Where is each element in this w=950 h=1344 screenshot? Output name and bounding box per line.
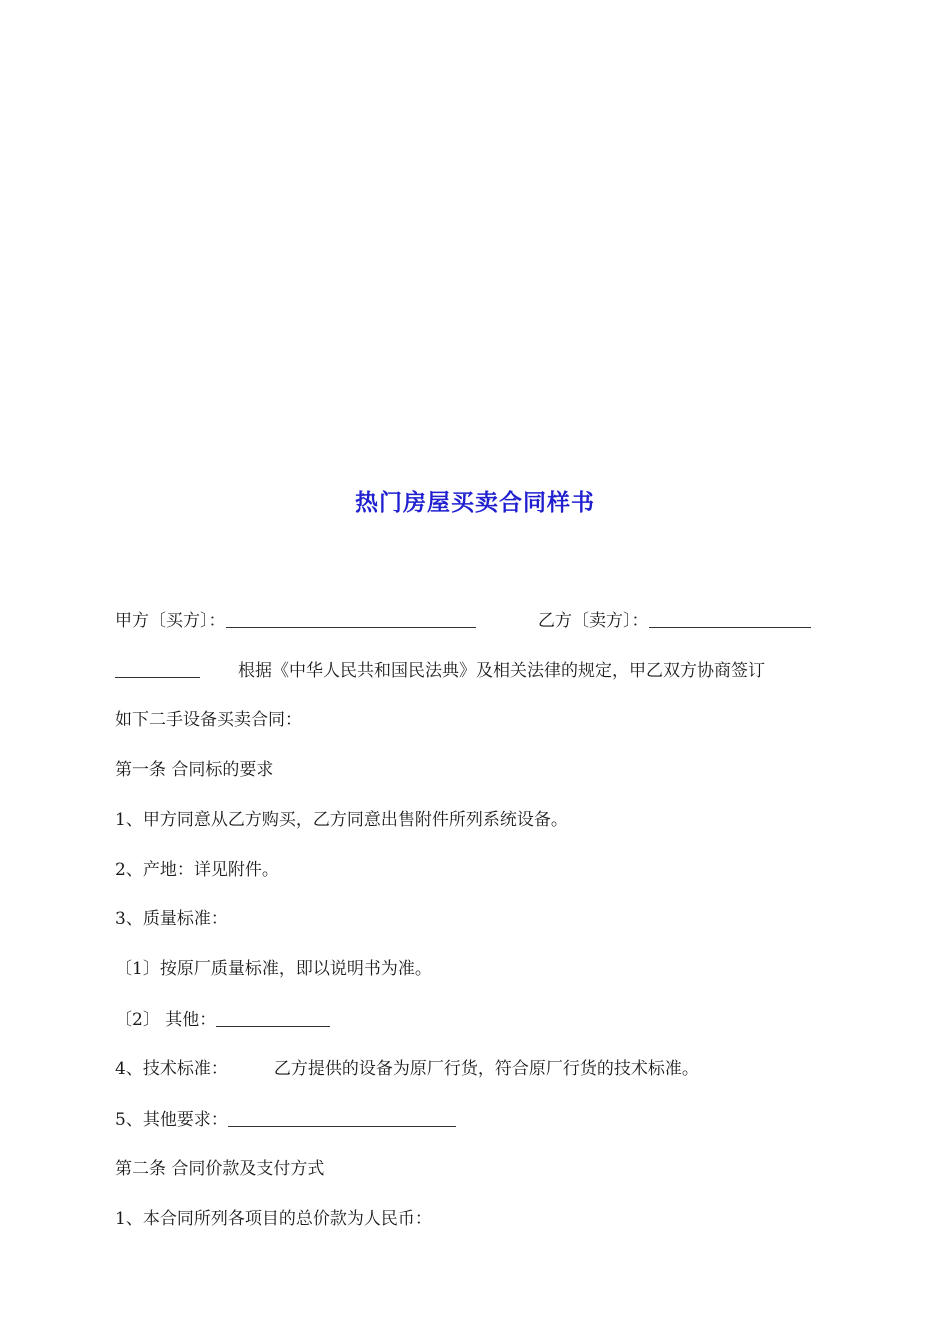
- party-a-label: 甲方〔买方〕：: [115, 611, 226, 631]
- article1-item3-sub1: 〔1〕按原厂质量标准，即以说明书为准。: [115, 959, 432, 979]
- item3-sub2-blank: [216, 1008, 330, 1027]
- article1-item5: [115, 1106, 456, 1133]
- article1-item1: 1、甲方同意从乙方购买，乙方同意出售附件所列系统设备。: [115, 810, 568, 830]
- article1-heading: 第一条 合同标的要求: [115, 760, 274, 780]
- intro-line-1: [115, 657, 765, 684]
- article2-heading: 第二条 合同价款及支付方式: [115, 1159, 325, 1179]
- item5-blank: [228, 1108, 456, 1127]
- party-a-blank: [226, 609, 476, 628]
- party-b-blank: [649, 609, 811, 628]
- intro-text-1: 根据《中华人民共和国民法典》及相关法律的规定，甲乙双方协商签订: [238, 661, 765, 681]
- article1-item4: [115, 1056, 699, 1082]
- intro-line-2: 如下二手设备买卖合同：: [115, 710, 302, 730]
- article1-item2: 2、产地：详见附件。: [115, 860, 279, 880]
- item3-sub2-label: 〔2〕 其他：: [115, 1010, 217, 1030]
- article2-item1: 1、本合同所列各项目的总价款为人民币：: [115, 1209, 432, 1229]
- party-b-line: [538, 607, 811, 634]
- document-title: 热门房屋买卖合同样书: [355, 489, 595, 516]
- item4-label: 4、技术标准：: [115, 1059, 228, 1079]
- party-b-blank-continued: [115, 659, 200, 678]
- article1-item3: 3、质量标准：: [115, 909, 228, 929]
- item5-label: 5、其他要求：: [115, 1110, 228, 1130]
- party-b-label: 乙方〔卖方〕：: [538, 611, 649, 631]
- article1-item3-sub2: [115, 1006, 330, 1033]
- parties-line: [115, 607, 476, 634]
- item4-text: 乙方提供的设备为原厂行货，符合原厂行货的技术标准。: [273, 1059, 699, 1079]
